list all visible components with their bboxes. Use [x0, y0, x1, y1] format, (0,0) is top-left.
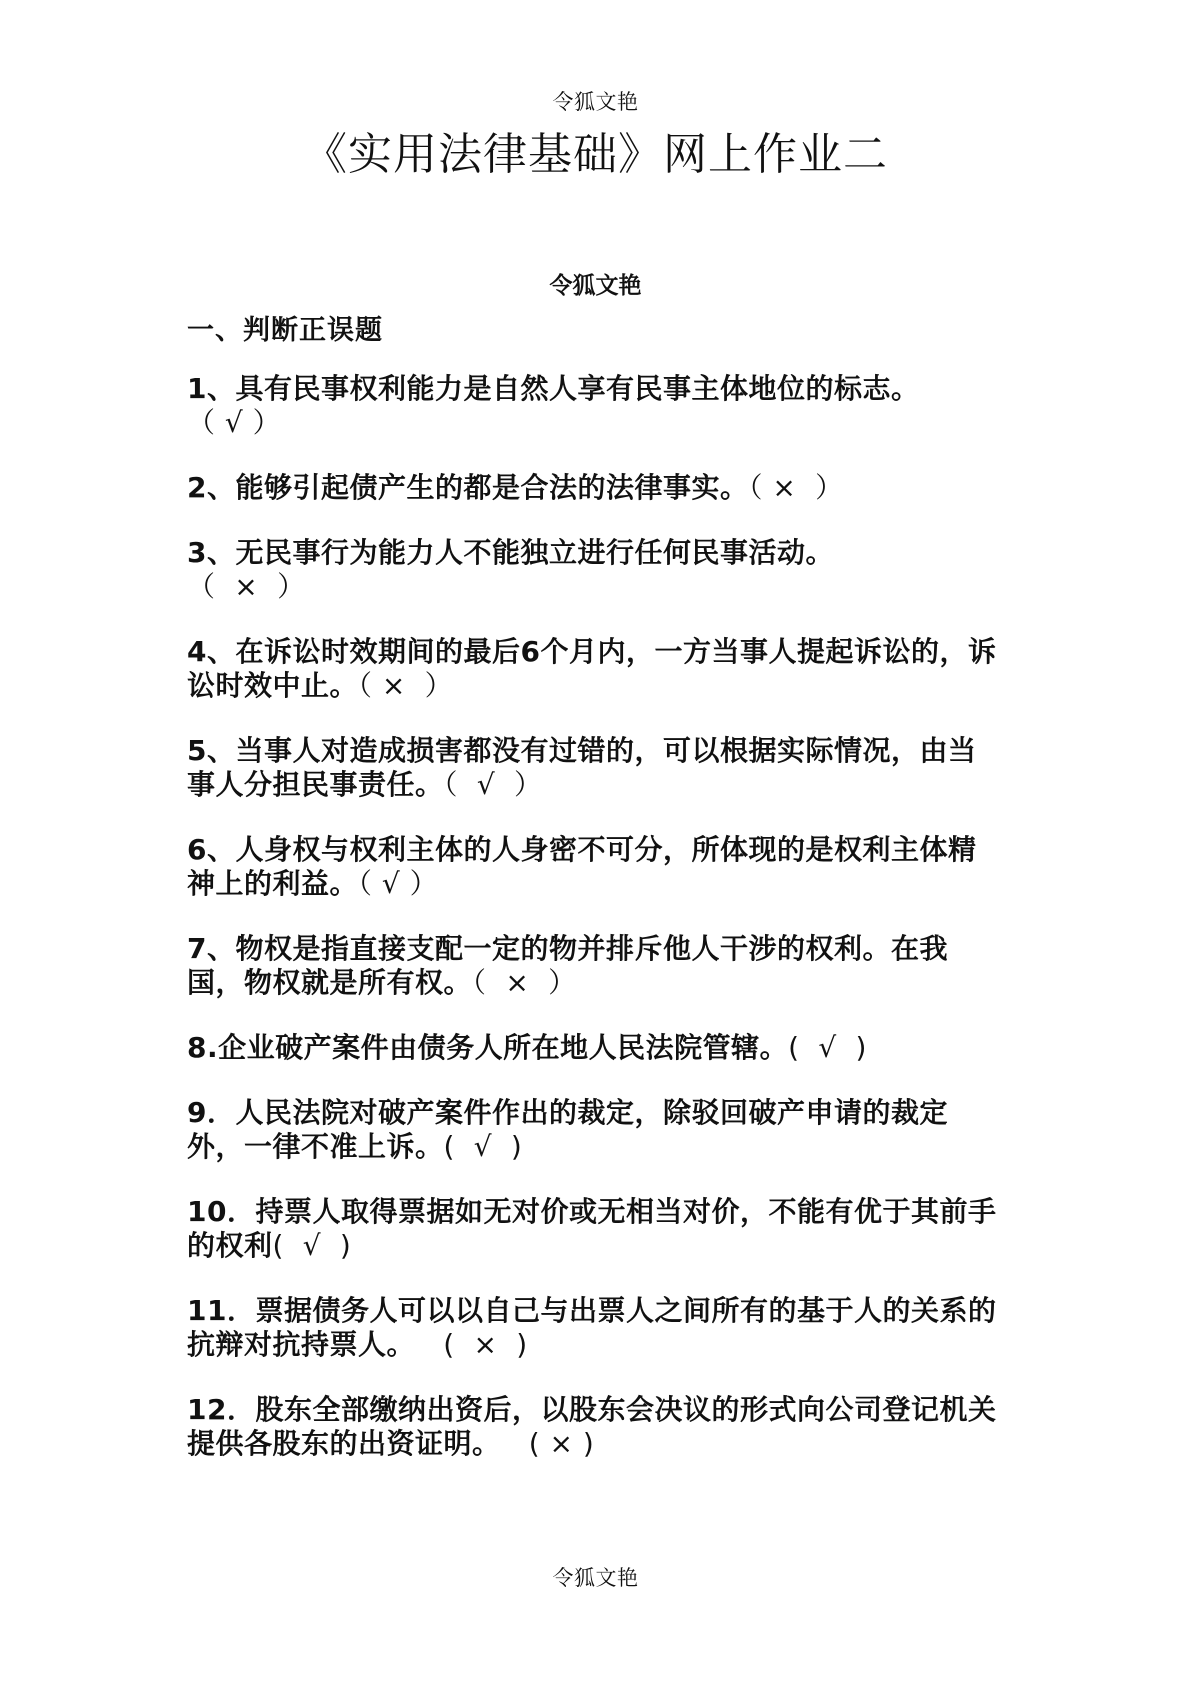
- answer-mark: ( × ): [500, 1427, 595, 1460]
- question-item-3: [187, 536, 1002, 604]
- section-heading: 一、判断正误题: [187, 315, 383, 346]
- question-text: 11．票据债务人可以以自己与出票人之间所有的基于人的关系的抗辩对抗持票人。: [187, 1294, 997, 1361]
- question-item-12: [187, 1393, 1002, 1461]
- question-text: 2、能够引起债产生的都是合法的法律事实。: [187, 471, 749, 504]
- answer-mark: ( √ ): [443, 1130, 523, 1163]
- question-text: 8.企业破产案件由债务人所在地人民法院管辖。: [187, 1031, 789, 1064]
- question-item-10: [187, 1195, 1002, 1263]
- question-item-2: [187, 471, 1002, 505]
- question-text: 5、当事人对造成损害都没有过错的，可以根据实际情况，由当事人分担民事责任。: [187, 734, 977, 801]
- question-item-8: [187, 1031, 1002, 1065]
- document-title: 《实用法律基础》网上作业二: [303, 129, 888, 180]
- question-item-7: [187, 932, 1002, 1000]
- question-item-1: [187, 372, 1002, 440]
- question-list: [187, 372, 1002, 1492]
- question-item-4: [187, 635, 1002, 703]
- answer-mark: ( √ ): [272, 1229, 352, 1262]
- question-item-5: [187, 734, 1002, 802]
- question-text: 7、物权是指直接支配一定的物并排斥他人干涉的权利。在我国，物权就是所有权。: [187, 932, 948, 999]
- answer-mark: （ × ）: [472, 966, 577, 999]
- question-text: 3、无民事行为能力人不能独立进行任何民事活动。: [187, 536, 834, 569]
- question-text: 9．人民法院对破产案件作出的裁定，除驳回破产申请的裁定外，一律不准上诉。: [187, 1096, 948, 1163]
- answer-mark: ( √ ): [788, 1031, 867, 1064]
- section-author-name: 令狐文艳: [549, 273, 642, 299]
- question-item-9: [187, 1096, 1002, 1164]
- answer-mark: （ × ）: [748, 471, 844, 504]
- answer-mark: ( × ): [415, 1328, 528, 1361]
- question-item-11: [187, 1294, 1002, 1362]
- question-item-6: [187, 833, 1002, 901]
- question-text: 10．持票人取得票据如无对价或无相当对价，不能有优于其前手的权利: [187, 1195, 997, 1262]
- page-footer-name: 令狐文艳: [552, 1566, 639, 1590]
- question-text: 12．股东全部缴纳出资后，以股东会决议的形式向公司登记机关提供各股东的出资证明。: [187, 1393, 997, 1460]
- answer-mark: （ × ）: [358, 669, 454, 702]
- answer-mark: （ × ）: [187, 570, 306, 603]
- page-header-name: 令狐文艳: [552, 90, 639, 114]
- answer-mark: （ √ ）: [443, 768, 543, 801]
- question-text: 4、在诉讼时效期间的最后6个月内，一方当事人提起诉讼的，诉讼时效中止。: [187, 635, 997, 702]
- question-text: 6、人身权与权利主体的人身密不可分，所体现的是权利主体精神上的利益。: [187, 833, 977, 900]
- answer-mark: （ √ ）: [358, 867, 439, 900]
- question-text: 1、具有民事权利能力是自然人享有民事主体地位的标志。: [187, 372, 920, 405]
- answer-mark: （ √ ）: [187, 406, 282, 439]
